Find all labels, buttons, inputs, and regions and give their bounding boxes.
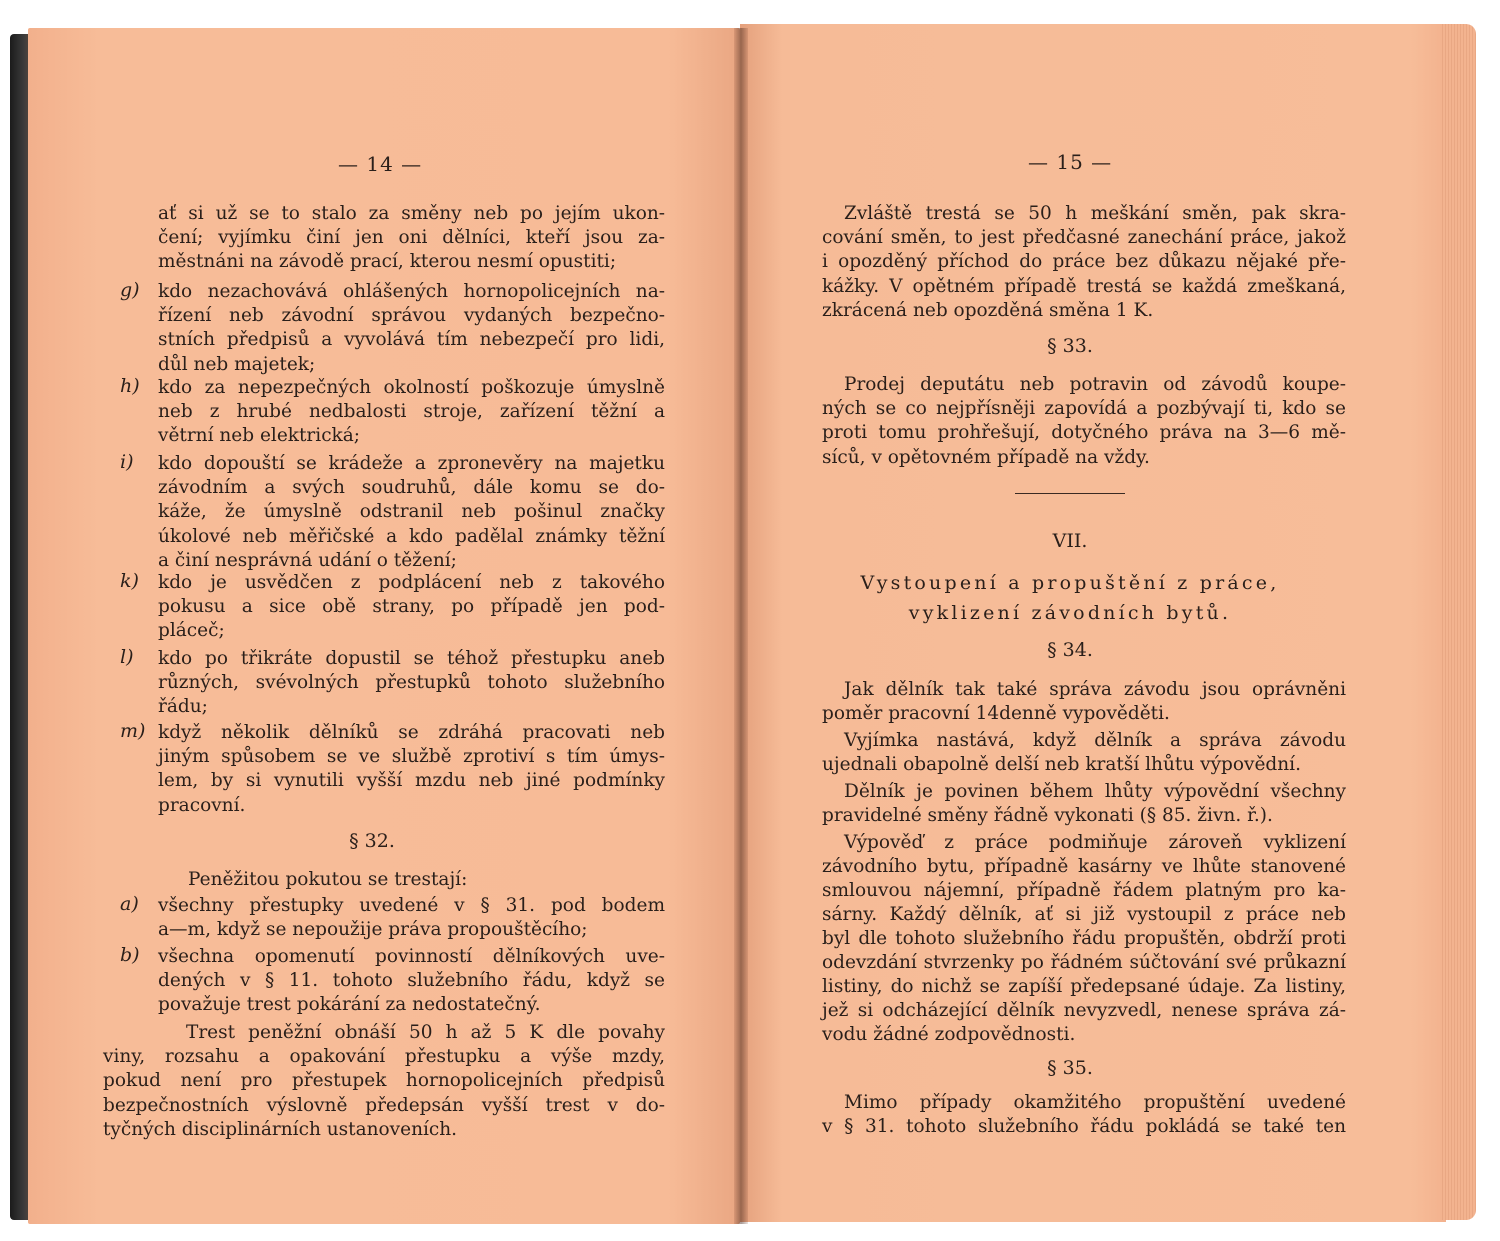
chapter-title: Vystoupení a propuštění z práce, <box>860 572 1280 594</box>
text-line: kdo za nepezpečných okolností poškozuje úmyslně <box>158 377 665 398</box>
list-item <box>158 452 665 573</box>
text-line: proti tomu prohřešují, dotyčného práva na 3—6 mě- <box>822 422 1346 444</box>
text-line: neb z hrubé nedbalosti stroje, zařízení těžní a <box>158 401 665 423</box>
paragraph <box>822 678 1346 726</box>
page-edges <box>1440 24 1476 1220</box>
paragraph <box>822 831 1346 1047</box>
text-line: a—m, když se nepoužije práva propouštěcího; <box>158 919 588 941</box>
text-line: byl dle tohoto služebního řádu propuštěn, obdrží proti <box>822 928 1346 950</box>
text-line: větrní neb elektrická; <box>158 425 361 447</box>
text-line: pláceč; <box>158 620 225 642</box>
text-line: v § 31. tohoto služebního řádu pokládá se také ten <box>822 1116 1346 1138</box>
text-line: Prodej deputátu neb potravin od závodů koupe- <box>844 374 1346 395</box>
text-line: pravidelné směny řádně vykonati (§ 85. živn. ř.). <box>822 805 1273 827</box>
list-item-label: m) <box>120 720 146 742</box>
list-item <box>158 376 665 449</box>
text-line: kdo dopouští se krádeže a zpronevěry na majetku <box>158 453 665 474</box>
text-line: kdo po třikráte dopustil se téhož přestupku aneb <box>158 648 665 669</box>
text-line: důl neb majetek; <box>158 353 316 375</box>
list-item-label: i) <box>120 451 134 473</box>
text-line: cování směn, to jest předčasné zanechání práce, jakož <box>822 227 1346 249</box>
text-line: stních předpisů a vyvolává tím nebezpečí pro lidi, <box>158 329 665 351</box>
paragraph <box>158 868 665 892</box>
text-line: ujednali obapolně delší neb kratší lhůtu výpovědní. <box>822 754 1301 776</box>
left-page-number: — 14 — <box>338 152 423 176</box>
list-item <box>158 571 665 644</box>
list-item <box>158 280 665 377</box>
paragraph <box>103 1021 665 1142</box>
text-line: kdo je usvědčen z podplácení neb z takového <box>158 572 665 593</box>
text-line: závodním a svých soudruhů, dále komu se do- <box>158 477 665 499</box>
paragraph <box>158 202 665 275</box>
text-line: pracovní. <box>158 794 246 816</box>
list-item <box>158 894 665 942</box>
text-line: Mimo případy okamžitého propuštění uvedené <box>844 1092 1346 1113</box>
text-line: zkrácená neb opozděná směna 1 K. <box>822 299 1154 321</box>
text-line: ať si už se to stalo za směny neb po jejím ukon- <box>158 203 665 224</box>
section-heading: VII. <box>1052 530 1088 552</box>
list-item <box>158 647 665 720</box>
list-item <box>158 945 665 1018</box>
text-line: lem, by si vynutili vyšší mzdu neb jiné podmínky <box>158 770 665 792</box>
text-line: káže, že úmyslně odstranil neb pošinul značky <box>158 501 665 523</box>
text-line: síců, v opětovném případě na vždy. <box>822 446 1150 468</box>
section-heading: § 33. <box>1047 335 1093 357</box>
text-line: a činí nesprávná udání o těžení; <box>158 549 457 571</box>
section-divider <box>1015 493 1125 494</box>
text-line: pokud není pro přestupek hornopolicejních předpisů <box>103 1070 665 1092</box>
text-line: řízení neb závodní správou vydaných bezpečno- <box>158 305 665 327</box>
right-page-number: — 15 — <box>1028 150 1113 174</box>
text-line: závodního bytu, případně kasárny ve lhůte stanovené <box>822 856 1346 878</box>
list-item-label: b) <box>120 944 140 966</box>
book-gutter <box>734 28 748 1224</box>
text-line: smlouvou nájemní, případně řádem platným pro ka- <box>822 880 1346 902</box>
text-line: odevzdání stvrzenky po řádném súčtování své průkazní <box>822 952 1346 974</box>
list-item-label: g) <box>120 279 140 301</box>
text-line: viny, rozsahu a opakování přestupku a výše mzdy, <box>103 1046 665 1068</box>
text-line: Trest peněžní obnáší 50 h až 5 K dle povahy <box>186 1022 665 1043</box>
text-line: Vyjímka nastává, když dělník a správa závodu <box>844 730 1346 751</box>
text-line: Dělník je povinen během lhůty výpovědní všechny <box>844 781 1346 802</box>
text-line: Jak dělník tak také správa závodu jsou oprávněni <box>844 679 1346 700</box>
text-line: kdo nezachovává ohlášených hornopolicejních na- <box>158 281 665 302</box>
section-heading: § 32. <box>349 830 395 852</box>
text-line: ných se co nejpřísněji zapovídá a pozbývají ti, kdo se <box>822 398 1346 420</box>
text-line: dených v § 11. tohoto služebního řádu, když se <box>158 970 665 992</box>
text-line: pokusu a sice obě strany, po případě jen pod- <box>158 596 665 618</box>
text-line: když několik dělníků se zdráhá pracovati neb <box>158 722 665 743</box>
paragraph <box>822 202 1346 323</box>
list-item-label: l) <box>120 646 134 668</box>
text-line: tyčných disciplinárních ustanoveních. <box>103 1118 458 1140</box>
section-heading: § 34. <box>1047 639 1093 661</box>
text-line: vodu žádné zodpovědnosti. <box>822 1024 1076 1046</box>
list-item-label: h) <box>120 375 140 397</box>
text-line: řádu; <box>158 696 208 718</box>
text-line: listiny, do nichž se zapíší předepsané údaje. Za listiny, <box>822 976 1346 998</box>
text-line: různých, svévolných přestupků tohoto služebního <box>158 672 665 694</box>
text-line: městnáni na závodě prací, kterou nesmí opustiti; <box>158 251 617 273</box>
chapter-title: vyklizení závodních bytů. <box>908 602 1232 624</box>
list-item-label: a) <box>120 893 139 915</box>
text-line: Výpověď z práce podmiňuje zároveň vyklizení <box>844 832 1346 853</box>
paragraph <box>822 373 1346 470</box>
text-line: poměr pracovní 14denně vypověděti. <box>822 703 1170 725</box>
text-line: jiným spůsobem se ve službě zprotiví s tím úmys- <box>158 746 665 768</box>
paragraph <box>822 729 1346 777</box>
list-item-label: k) <box>120 570 139 592</box>
text-line: jež si odcházející dělník nevyzvedl, nenese správa zá- <box>822 1000 1346 1022</box>
text-line: čení; vyjímku činí jen oni dělníci, kteří jsou za- <box>158 227 665 249</box>
text-line: kážky. V opětném případě trestá se každá zmeškaná, <box>822 275 1346 297</box>
text-line: sárny. Každý dělník, ať si již vystoupil z práce neb <box>822 904 1346 926</box>
paragraph <box>822 1091 1346 1139</box>
text-line: všechna opomenutí povinností dělníkových uve- <box>158 946 665 967</box>
text-line: Peněžitou pokutou se trestají: <box>188 869 468 890</box>
section-heading: § 35. <box>1047 1057 1093 1079</box>
paragraph <box>822 780 1346 828</box>
text-line: považuje trest pokárání za nedostatečný. <box>158 994 541 1016</box>
text-line: i opozděný příchod do práce bez důkazu nějaké pře- <box>822 251 1346 273</box>
text-line: všechny přestupky uvedené v § 31. pod bodem <box>158 895 665 916</box>
text-line: úkolové neb měřičské a kdo padělal známky těžní <box>158 525 665 547</box>
list-item <box>158 721 665 818</box>
text-line: bezpečnostních výslovně předepsán vyšší trest v do- <box>103 1094 665 1116</box>
text-line: Zvláště trestá se 50 h meškání směn, pak skra- <box>844 203 1346 224</box>
